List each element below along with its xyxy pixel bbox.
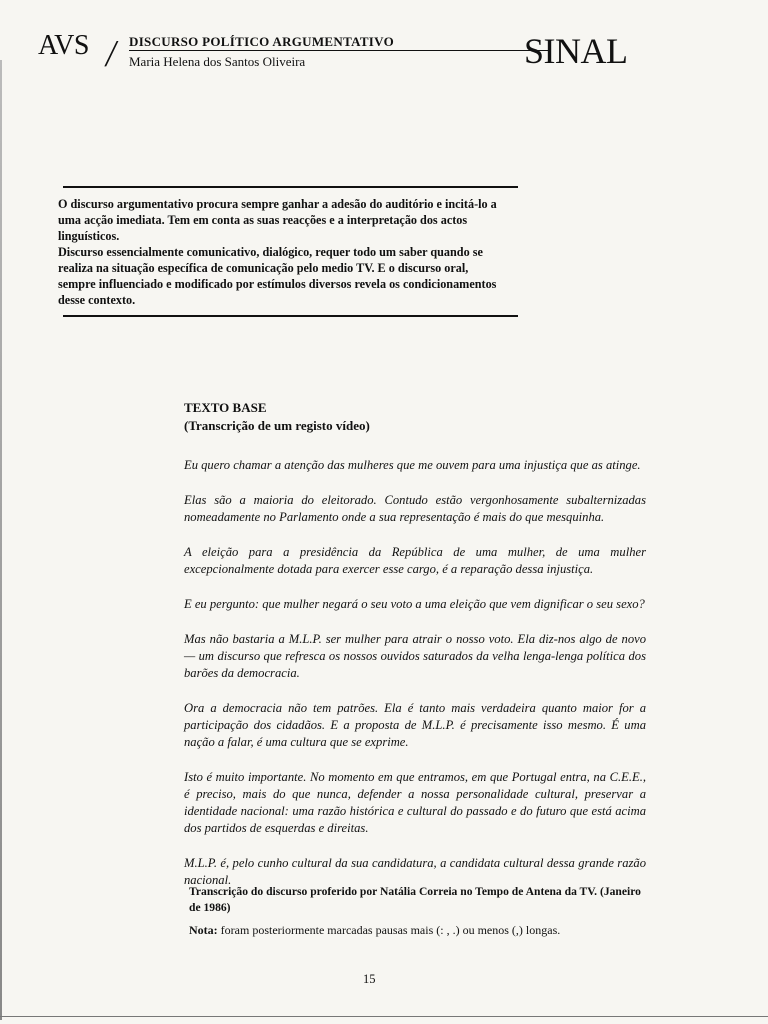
base-text-section xyxy=(184,399,646,907)
transcript xyxy=(184,457,646,889)
header-slash: / xyxy=(103,33,120,75)
abstract-line: desse contexto. xyxy=(58,293,136,307)
page-header xyxy=(38,30,648,80)
abstract-top-rule xyxy=(63,186,518,188)
abstract-line: realiza na situação específica de comunicação pelo medio TV. E o discurso oral, xyxy=(58,261,469,275)
scan-edge xyxy=(0,60,2,1020)
transcript-paragraph: Mas não bastaria a M.L.P. ser mulher para atrair o nosso voto. Ela diz-nos algo de novo — um discurso que refresca os nossos ouvidos saturados da velha lenga-lenga política dos barões da democracia. xyxy=(184,632,646,680)
article-author: Maria Helena dos Santos Oliveira xyxy=(129,54,306,69)
abstract-line: Discurso essencialmente comunicativo, dialógico, requer todo um saber quando se xyxy=(58,245,483,259)
note-label: Nota: xyxy=(189,923,218,937)
journal-name: AVS xyxy=(38,30,89,61)
transcript-paragraph: E eu pergunto: que mulher negará o seu voto a uma eleição que vem dignificar o seu sexo? xyxy=(184,597,645,611)
transcript-paragraph: M.L.P. é, pelo cunho cultural da sua candidatura, a candidata cultural dessa grande razão nacional. xyxy=(184,856,646,887)
abstract-line: linguísticos. xyxy=(58,229,120,243)
abstract-line: sempre influenciado e modificado por estímulos diversos revela os condicionamentos xyxy=(58,277,497,291)
base-subtitle: (Transcrição de um registo vídeo) xyxy=(184,418,370,433)
abstract-bottom-rule xyxy=(63,315,518,317)
section-name: SINAL xyxy=(524,31,628,71)
abstract-text xyxy=(58,196,518,308)
note xyxy=(189,922,647,938)
article-title: DISCURSO POLÍTICO ARGUMENTATIVO xyxy=(129,34,394,49)
base-title: TEXTO BASE xyxy=(184,400,267,415)
header-rule xyxy=(129,50,549,51)
abstract-box xyxy=(58,186,518,317)
page-number: 15 xyxy=(363,972,376,986)
transcript-paragraph: A eleição para a presidência da República de uma mulher, de uma mulher excepcionalmente dotada para exercer esse cargo, é a reparação dessa injustiça. xyxy=(184,545,646,576)
source-citation: Transcrição do discurso proferido por Natália Correia no Tempo de Antena da TV. (Janeiro de 1986) xyxy=(189,885,641,914)
abstract-line: O discurso argumentativo procura sempre ganhar a adesão do auditório e incitá-lo a xyxy=(58,197,497,211)
transcript-paragraph: Eu quero chamar a atenção das mulheres que me ouvem para uma injustiça que as atinge. xyxy=(184,458,641,472)
transcript-paragraph: Elas são a maioria do eleitorado. Contudo estão vergonhosamente subalternizadas nomeadamente no Parlamento onde a sua representação é mais do que mesquinha. xyxy=(184,493,646,524)
transcript-paragraph: Ora a democracia não tem patrões. Ela é tanto mais verdadeira quanto maior for a participação dos cidadãos. E a proposta de M.L.P. é precisamente isso mesmo. É uma nação a falar, é uma cultura que se exprime. xyxy=(184,701,646,749)
transcript-paragraph: Isto é muito importante. No momento em que entramos, em que Portugal entra, na C.E.E., é preciso, mais do que nunca, defender a nossa personalidade cultural, preservar a identidade nacional: uma razão histórica e cultural do passado e do futuro que está acima dos partidos de esquerdas e direitas. xyxy=(184,770,646,835)
note-text: foram posteriormente marcadas pausas mais (: , .) ou menos (,) longas. xyxy=(217,923,561,937)
bottom-rule xyxy=(0,1016,768,1017)
abstract-line: uma acção imediata. Tem em conta as suas reacções e a interpretação dos actos xyxy=(58,213,468,227)
